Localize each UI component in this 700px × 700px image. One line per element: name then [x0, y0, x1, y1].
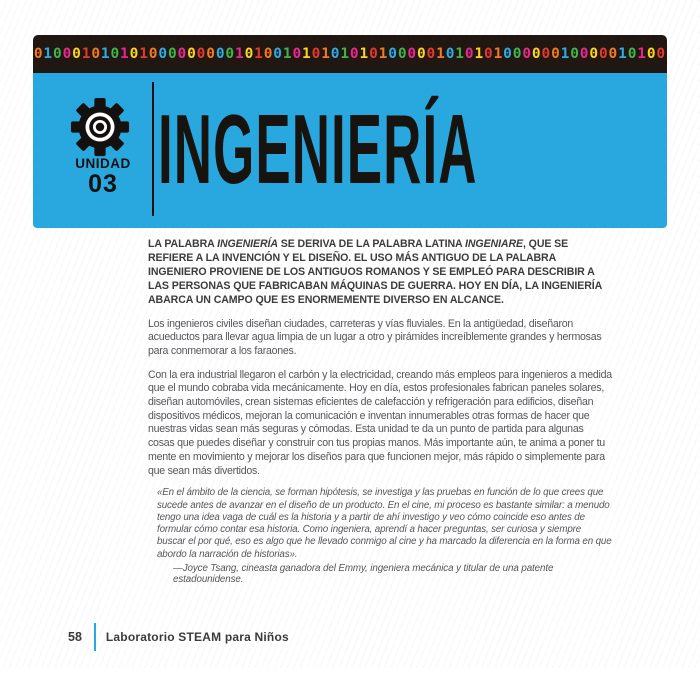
- binary-digit: 0: [503, 45, 512, 62]
- binary-digit: 0: [445, 45, 455, 62]
- binary-digit: 0: [263, 45, 273, 62]
- binary-digit: 0: [608, 45, 618, 62]
- binary-digit: 0: [177, 45, 187, 62]
- binary-digit: 0: [244, 45, 254, 62]
- binary-digit: 0: [129, 45, 139, 62]
- unit-header: [33, 73, 667, 228]
- binary-digit: 1: [359, 45, 369, 62]
- binary-digit: 1: [436, 45, 445, 62]
- binary-digit: 0: [187, 45, 196, 62]
- binary-strip: [33, 47, 667, 62]
- binary-digit: 0: [330, 45, 340, 62]
- binary-digit: 0: [91, 45, 101, 62]
- page-title: INGENIERÍA: [158, 94, 478, 204]
- binary-digit: 0: [167, 45, 177, 62]
- binary-digit: 0: [512, 45, 522, 62]
- binary-digit: 0: [33, 45, 43, 62]
- binary-digit: 1: [340, 45, 350, 62]
- binary-digit: 0: [292, 45, 302, 62]
- binary-digit: 0: [598, 45, 608, 62]
- binary-digit: 0: [273, 45, 283, 62]
- binary-digit: 0: [215, 45, 225, 62]
- book-title: Laboratorio STEAM para Niños: [105, 630, 289, 644]
- binary-digit: 1: [618, 45, 627, 62]
- intro-paragraph: LA PALABRA INGENIERÍA SE DERIVA DE LA PALABRA LATINA INGENIARE, QUE SE REFIERE A LA INVENCIÓN Y EL DISEÑO. EL USO MÁS ANTIGUO DE LA PALABRA INGENIERO PROVIENE DE LOS ANTIGUOS ROMANOS Y SE EMPLEÓ PARA DESCRIBIR A LAS PERSONAS QUE FABRICABAN MÁQUINAS DE GUERRA. HOY EN DÍA, LA INGENIERÍA ABARCA UN CAMPO QUE ES ENORMEMENTE DIVERSO EN ALCANCE.: [148, 238, 602, 306]
- binary-digit: 0: [426, 45, 436, 62]
- binary-digit: 1: [100, 45, 110, 62]
- binary-digit: 0: [531, 45, 541, 62]
- binary-digit: 0: [551, 45, 560, 62]
- binary-digit: 0: [656, 45, 666, 62]
- binary-digit: 0: [369, 45, 378, 62]
- content-area: [148, 238, 612, 585]
- binary-digit: 0: [627, 45, 637, 62]
- body-paragraph: Los ingenieros civiles diseñan ciudades, carreteras y vías fluviales. En la antigüedad, diseñaron acueductos para llevar agua limpia de un lugar a otro y pirámides increíblemente grandes y hermosas para conmemorar a los faraones.: [148, 317, 602, 357]
- binary-digit: 0: [579, 45, 589, 62]
- binary-digit: 0: [196, 45, 206, 62]
- unit-number: 03: [88, 170, 118, 198]
- body-paragraph: Con la era industrial llegaron el carbón y la electricidad, creando más empleos para ingenieros a medida que el mundo cobraba vida mecánicamente. Hoy en día, estos profesionales fabrican paneles solares, diseñan automóviles, crean sistemas eficientes de calefacción y refrigeración para edificios, diseñan dispositivos médicos, mejoran la comunicación e inventan innumerables otras formas de hacer que nuestras vidas sean más seguras y cómodas. Esta unidad te da un punto de partida para algunas cosas que puedes diseñar y construir con tus propias manos. Más importante aún, te anima a poner tu mente en movimiento y mejorar los diseños para que funcionen mejor, más rápido o simplemente para que sean más divertidos.: [148, 368, 612, 477]
- binary-digit: 0: [110, 45, 120, 62]
- quote-attribution: —Joyce Tsang, cineasta ganadora del Emmy, ingeniera mecánica y titular de una patente estadounidense.: [173, 563, 554, 586]
- binary-digit: 1: [254, 45, 263, 62]
- binary-digit: 0: [62, 45, 72, 62]
- binary-digit: 1: [81, 45, 91, 62]
- binary-digit: 1: [321, 45, 330, 62]
- binary-digit: 1: [120, 45, 129, 62]
- binary-digit: 0: [225, 45, 235, 62]
- binary-digit: 0: [484, 45, 493, 62]
- binary-digit: 1: [139, 45, 148, 62]
- binary-digit: 0: [570, 45, 579, 62]
- binary-digit: 0: [464, 45, 474, 62]
- binary-digit: 0: [206, 45, 215, 62]
- binary-digit: 0: [349, 45, 359, 62]
- binary-digit: 1: [637, 45, 646, 62]
- binary-digit: 1: [455, 45, 465, 62]
- binary-digit: 0: [646, 45, 656, 62]
- binary-digit: 1: [378, 45, 388, 62]
- binary-digit: 0: [158, 45, 168, 62]
- binary-digit: 0: [397, 45, 407, 62]
- binary-digit: 1: [493, 45, 503, 62]
- unit-label: UNIDAD: [75, 156, 131, 171]
- page-number: 58: [68, 630, 82, 644]
- binary-digit: 0: [53, 45, 62, 62]
- binary-digit: 0: [311, 45, 321, 62]
- binary-digit: 0: [589, 45, 599, 62]
- header-divider: [152, 82, 154, 216]
- binary-digit: 0: [388, 45, 397, 62]
- page-footer: [68, 622, 289, 652]
- footer-divider: [94, 623, 96, 651]
- binary-digit: 0: [407, 45, 417, 62]
- binary-digit: 1: [474, 45, 484, 62]
- binary-digit: 0: [522, 45, 532, 62]
- binary-digit: 1: [43, 45, 53, 62]
- binary-digit: 0: [148, 45, 158, 62]
- quote-paragraph: «En el ámbito de la ciencia, se forman hipótesis, se investiga y las pruebas en función de lo que crees que sucede antes de avanzar en el diseño de un producto. En el cine, mi proceso es bastante similar: a menudo tengo una idea vaga de cuál es la historia y a partir de ahí investigo y veo cómo coincide eso antes de formular cómo contar esa historia. Como ingeniera, aprendí a hacer preguntas, ser curiosa y siempre buscar el por qué, eso es algo que he llevado conmigo al cine y ha marcado la diferencia en la forma en que abordo la narración de historias».: [157, 487, 612, 560]
- binary-digit: 1: [282, 45, 292, 62]
- binary-top-bar: [33, 35, 667, 73]
- binary-digit: 0: [416, 45, 426, 62]
- binary-digit: 1: [302, 45, 311, 62]
- binary-digit: 1: [234, 45, 244, 62]
- binary-digit: 0: [541, 45, 551, 62]
- binary-digit: 0: [72, 45, 81, 62]
- gear-icon: [70, 97, 130, 157]
- binary-digit: 1: [560, 45, 570, 62]
